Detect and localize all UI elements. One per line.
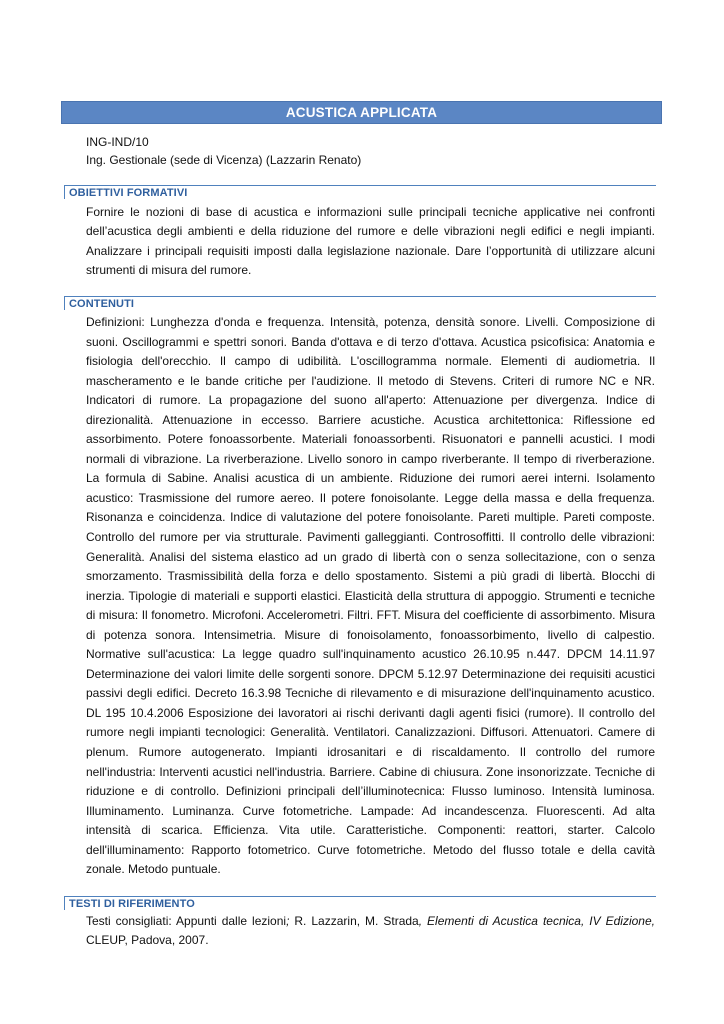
course-program: Ing. Gestionale (sede di Vicenza) (Lazzarin Renato)	[86, 153, 362, 167]
course-code: ING-IND/10	[86, 135, 149, 149]
references-publisher: CLEUP, Padova, 2007.	[86, 933, 209, 948]
references-prefix: Testi consigliati: Appunti dalle lezioni	[86, 914, 287, 928]
references-book-title: , Elementi di Acustica tecnica, IV Edizione,	[418, 914, 655, 928]
objectives-section	[86, 203, 655, 281]
references-authors: R. Lazzarin, M. Strada	[289, 914, 419, 928]
course-title: ACUSTICA APPLICATA	[285, 105, 438, 120]
objectives-heading: OBIETTIVI FORMATIVI	[69, 187, 188, 199]
references-heading: TESTI DI RIFERIMENTO	[69, 898, 195, 910]
contents-heading: CONTENUTI	[69, 298, 135, 310]
references-section	[86, 912, 655, 951]
contents-heading-box	[64, 296, 656, 310]
objectives-text: Fornire le nozioni di base di acustica e informazioni sulle principali tecniche applicative nei confronti dell’acustica degli ambienti e della riduzione del rumore e delle vibrazioni negli edifici e negli impianti. Analizzare i principali requisiti imposti dalla legislazione nazionale. Dare l’opportunità di utilizzare alcuni strumenti di misura del rumore.	[86, 205, 655, 278]
course-title-bar	[61, 101, 662, 124]
contents-section	[86, 313, 655, 880]
contents-text: Definizioni: Lunghezza d'onda e frequenza. Intensità, potenza, densità sonore. Livelli. Composizione di suoni. Oscillogrammi e spettri sonori. Banda d'ottava e di terzo d'ottava. Acustica psicofisica: Anatomia e fisiologia dell'orecchio. Il campo di udibilità. L'oscillogramma normale. Elementi di audiometria. Il mascheramento e le bande critiche per l'audizione. Il metodo di Stevens. Criteri di rumore NC e NR. Indicatori di rumore. La propagazione del suono all'aperto: Attenuazione per divergenza. Indice di direzionalità. Attenuazione in eccesso. Barriere acustiche. Acustica architettonica: Riflessione ed assorbimento. Potere fonoassorbente. Materiali fonoassorbenti. Risuonatori e pannelli acustici. I modi normali di vibrazione. La riverberazione. Livello sonoro in campo riverberante. Il tempo di riverberazione. La formula di Sabine. Analisi acustica di un ambiente. Riduzione dei rumori aerei interni. Isolamento acustico: Trasmissione del rumore aereo. Il potere fonoisolante. Legge della massa e della frequenza. Risonanza e coincidenza. Indice di valutazione del potere fonoisolante. Pareti multiple. Pareti composte. Controllo del rumore per via strutturale. Pavimenti galleggianti. Controsoffitti. Il controllo delle vibrazioni: Generalità. Analisi del sistema elastico ad un grado di libertà con o senza sollecitazione, con o senza smorzamento. Trasmissibilità della forza e dello spostamento. Sistemi a più gradi di libertà. Blocchi di inerzia. Tipologie di materiali e supporti elastici. Elasticità della struttura di appoggio. Strumenti e tecniche di misura: Il fonometro. Microfoni. Accelerometri. Filtri. FFT. Misura del coefficiente di assorbimento. Misura di potenza sonora. Intensimetria. Misure di fonoisolamento, fonoassorbimento, livello di calpestio. Normative sull'acustica: La legge quadro sull'inquinamento acustico 26.10.95 n.447. DPCM 14.11.97 Determinazione dei valori limite delle sorgenti sonore. DPCM 5.12.97 Determinazione dei requisiti acustici passivi degli edifici. Decreto 16.3.98 Tecniche di rilevamento e di misurazione dell'inquinamento acustico. DL 195 10.4.2006 Esposizione dei lavoratori ai rischi derivanti dagli agenti fisici (rumore). Il controllo del rumore negli impianti tecnologici: Generalità. Ventilatori. Canalizzazioni. Diffusori. Attenuatori. Camere di plenum. Rumore autogenerato. Impianti idrosanitari e di riscaldamento. Il controllo del rumore nell'industria: Interventi acustici nell'industria. Barriere. Cabine di chiusura. Zone insonorizzate. Tecniche di riduzione e di controllo. Definizioni principali dell’illuminotecnica: Flusso luminoso. Intensità luminosa. Illuminamento. Luminanza. Curve fotometriche. Lampade: Ad incandescenza. Fluorescenti. Ad alta intensità di scarica. Efficienza. Vita utile. Caratteristiche. Componenti: reattori, starter. Calcolo dell'illuminamento: Rapporto fotometrico. Curve fotometriche. Metodo del flusso totale e della cavità zonale. Metodo puntuale.	[86, 315, 655, 877]
references-text	[86, 912, 655, 951]
references-separator: ;	[286, 914, 290, 928]
references-heading-box	[64, 896, 656, 910]
objectives-heading-box	[64, 185, 656, 199]
